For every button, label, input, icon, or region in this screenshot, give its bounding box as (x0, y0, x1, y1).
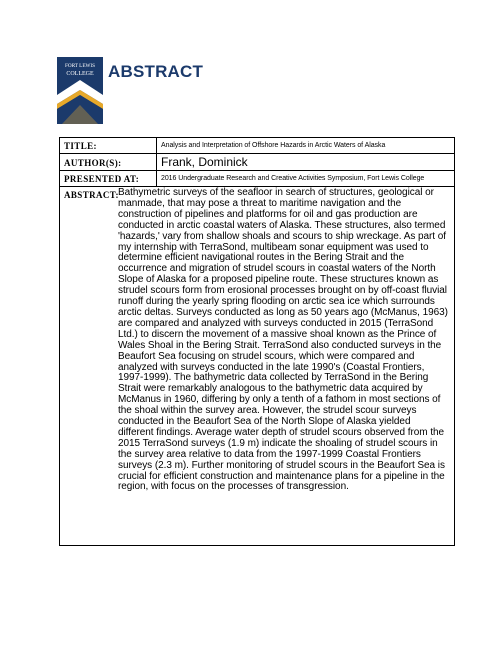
title-row (60, 138, 454, 154)
column-divider (156, 138, 157, 187)
abstract-body: Bathymetric surveys of the seafloor in search of structures, geological or manmade, that may pose a threat to maritime navigation and the construction of pipelines and platforms for oil and gas production are conducted in arctic coastal waters of Alaska. These structures, also termed 'hazards,' vary from shallow shoals and scours to ship wreckage. As part of my internship with TerraSond, multibeam sonar equipment was used to determine efficient navigational routes in the Bering Strait and the occurrence and migration of strudel scours in coastal waters of the North Slope of Alaska for a proposed pipeline route. These structures known as strudel scours form from erosional processes brought on by off-coast fluvial runoff during the yearly spring flooding on arctic sea ice which surrounds arctic deltas. Surveys conducted as long as 50 years ago (McManus, 1963) are compared and analyzed with surveys conducted in 2015 (TerraSond Ltd.) to discern the movement of a massive shoal known as the Prince of Wales Shoal in the Bering Strait. TerraSond also conducted surveys in the Beaufort Sea focusing on strudel scours, which were compared and analyzed with surveys conducted in the late 1990's (Coastal Frontiers, 1997-1999). The bathymetric data collected by TerraSond in the Bering Strait were remarkably analogous to the bathymetric data acquired by McManus in 1960, differing by only a tenth of a fathom in most sections of the shoal within the survey area. However, the strudel scour surveys conducted in the Beaufort Sea of the North Slope of Alaska yielded different findings. Average water depth of strudel scours observed from the 2015 TerraSond surveys (1.9 m) indicate the shoaling of strudel scours in the survey area relative to data from the 1997-1999 Coastal Frontiers surveys (2.3 m). Further monitoring of strudel scours in the Beaufort Sea is crucial for efficient construction and maintenance plans for a pipeline in the region, with focus on the processes of transgression. (118, 187, 448, 493)
author-row (60, 154, 454, 171)
logo-line2: COLLEGE (66, 71, 94, 77)
info-table (59, 137, 455, 546)
college-logo-icon (57, 57, 103, 124)
presented-row (60, 171, 454, 187)
logo-line1: FORT LEWIS (65, 63, 95, 69)
title-value: Analysis and Interpretation of Offshore Hazards in Arctic Waters of Alaska (161, 142, 386, 149)
title-label: TITLE: (64, 141, 97, 151)
college-logo (57, 57, 103, 124)
page-title: ABSTRACT (108, 62, 204, 81)
abstract-label: ABSTRACT: (64, 190, 119, 200)
author-label: AUTHOR(S): (64, 158, 122, 168)
author-value: Frank, Dominick (161, 155, 248, 169)
presented-label: PRESENTED AT: (64, 174, 140, 184)
presented-value: 2016 Undergraduate Research and Creative Activities Symposium, Fort Lewis College (161, 175, 425, 182)
